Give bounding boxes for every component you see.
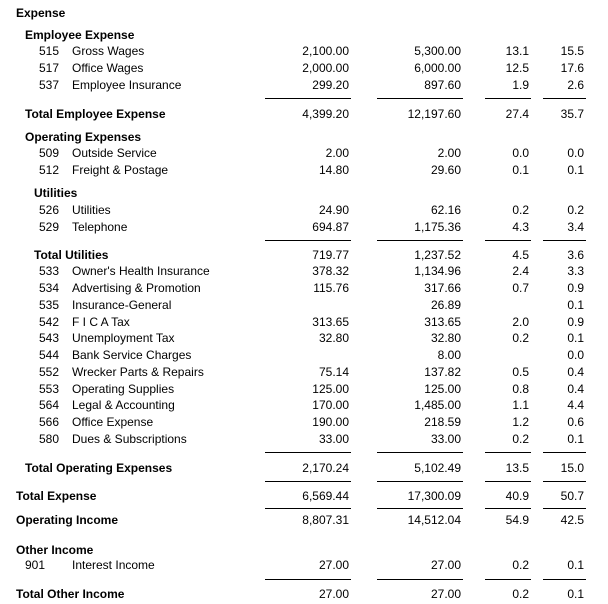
ytd-percent: 3.3 [567, 264, 584, 278]
account-code: 517 [39, 61, 60, 75]
current-amount: 27.00 [318, 587, 349, 601]
ytd-percent: 0.4 [567, 382, 584, 396]
account-description: Owner's Health Insurance [72, 264, 210, 278]
current-amount: 125.00 [312, 382, 349, 396]
current-percent: 0.0 [512, 146, 529, 160]
section-title: Utilities [34, 186, 78, 200]
account-code: 537 [39, 78, 60, 92]
current-amount: 378.32 [312, 264, 349, 278]
ytd-amount: 1,237.52 [414, 248, 461, 262]
subtotal-rule [485, 240, 531, 241]
account-code: 553 [39, 382, 60, 396]
ytd-percent: 0.1 [567, 298, 584, 312]
ytd-amount: 29.60 [430, 163, 461, 177]
ytd-amount: 1,175.36 [414, 220, 461, 234]
account-description: Freight & Postage [72, 163, 169, 177]
account-description: Office Wages [72, 61, 144, 75]
ytd-amount: 26.89 [430, 298, 461, 312]
report-header [0, 5, 608, 21]
subtotal-rule [485, 481, 531, 482]
subtotal-rule [543, 98, 586, 99]
ytd-percent: 0.4 [567, 365, 584, 379]
subtotal-rule [485, 452, 531, 453]
section-title: Employee Expense [25, 28, 135, 42]
subtotal-rule [265, 481, 351, 482]
ytd-amount: 1,485.00 [414, 398, 461, 412]
section-title-employee [0, 27, 608, 43]
ytd-amount: 27.00 [430, 587, 461, 601]
current-amount: 719.77 [312, 248, 349, 262]
account-code: 512 [39, 163, 60, 177]
ytd-amount: 2.00 [437, 146, 461, 160]
account-code: 564 [39, 398, 60, 412]
current-amount: 24.90 [318, 203, 349, 217]
ytd-percent: 50.7 [560, 489, 584, 503]
ytd-amount: 1,134.96 [414, 264, 461, 278]
section-title-operating [0, 129, 608, 145]
subtotal-rule [485, 508, 531, 509]
subtotal-rule [377, 452, 463, 453]
account-description: Bank Service Charges [72, 348, 192, 362]
ytd-amount: 8.00 [437, 348, 461, 362]
ytd-amount: 317.66 [424, 281, 461, 295]
account-description: Unemployment Tax [72, 331, 175, 345]
current-percent: 0.2 [512, 558, 529, 572]
table-row [0, 43, 608, 59]
account-description: Insurance-General [72, 298, 172, 312]
ytd-amount: 17,300.09 [407, 489, 461, 503]
account-code: 543 [39, 331, 60, 345]
current-amount: 75.14 [318, 365, 349, 379]
account-code: 542 [39, 315, 60, 329]
ytd-percent: 0.0 [567, 348, 584, 362]
account-description: F I C A Tax [72, 315, 130, 329]
ytd-amount: 32.80 [430, 331, 461, 345]
ytd-percent: 0.1 [567, 558, 584, 572]
account-description: Dues & Subscriptions [72, 432, 187, 446]
current-percent: 0.2 [512, 203, 529, 217]
account-description: Gross Wages [72, 44, 145, 58]
account-code: 535 [39, 298, 60, 312]
ytd-percent: 0.9 [567, 315, 584, 329]
current-percent: 2.0 [512, 315, 529, 329]
ytd-percent: 0.1 [567, 331, 584, 345]
current-percent: 0.2 [512, 432, 529, 446]
ytd-percent: 35.7 [560, 107, 584, 121]
account-code: 566 [39, 415, 60, 429]
current-percent: 1.9 [512, 78, 529, 92]
current-amount: 4,399.20 [302, 107, 349, 121]
current-percent: 0.5 [512, 365, 529, 379]
table-row [0, 77, 608, 93]
total-row-operating [0, 460, 608, 476]
current-percent: 4.3 [512, 220, 529, 234]
current-percent: 2.4 [512, 264, 529, 278]
subtotal-rule [543, 481, 586, 482]
total-label: Total Utilities [34, 248, 109, 262]
current-amount: 27.00 [318, 558, 349, 572]
section-title-utilities [0, 185, 608, 201]
ytd-amount: 14,512.04 [407, 513, 461, 527]
subtotal-rule [485, 579, 531, 580]
subtotal-rule [265, 579, 351, 580]
ytd-amount: 313.65 [424, 315, 461, 329]
total-expense-row [0, 488, 608, 504]
ytd-percent: 0.6 [567, 415, 584, 429]
table-row [0, 414, 608, 430]
subtotal-rule [377, 481, 463, 482]
section-title: Operating Expenses [25, 130, 142, 144]
subtotal-rule [377, 98, 463, 99]
current-percent: 12.5 [505, 61, 529, 75]
ytd-amount: 12,197.60 [407, 107, 461, 121]
table-row [0, 347, 608, 363]
current-amount: 32.80 [318, 331, 349, 345]
total-label: Total Operating Expenses [25, 461, 173, 475]
total-label: Total Employee Expense [25, 107, 166, 121]
current-amount: 2,100.00 [302, 44, 349, 58]
table-row [0, 263, 608, 279]
account-code: 509 [39, 146, 60, 160]
account-code: 544 [39, 348, 60, 362]
account-code: 901 [25, 558, 46, 572]
table-row [0, 557, 608, 573]
total-label: Operating Income [16, 513, 119, 527]
table-row [0, 145, 608, 161]
table-row [0, 381, 608, 397]
subtotal-rule [543, 508, 586, 509]
current-percent: 1.2 [512, 415, 529, 429]
account-code: 533 [39, 264, 60, 278]
ytd-percent: 15.5 [560, 44, 584, 58]
table-row [0, 364, 608, 380]
subtotal-rule [543, 240, 586, 241]
ytd-percent: 15.0 [560, 461, 584, 475]
current-percent: 0.1 [512, 163, 529, 177]
subtotal-rule [377, 579, 463, 580]
ytd-percent: 0.9 [567, 281, 584, 295]
subtotal-rule [543, 452, 586, 453]
current-amount: 33.00 [318, 432, 349, 446]
account-description: Advertising & Promotion [72, 281, 201, 295]
subtotal-rule [485, 98, 531, 99]
account-code: 580 [39, 432, 60, 446]
current-percent: 13.5 [505, 461, 529, 475]
ytd-amount: 897.60 [424, 78, 461, 92]
ytd-percent: 3.6 [567, 248, 584, 262]
table-row [0, 431, 608, 447]
current-percent: 27.4 [505, 107, 529, 121]
current-percent: 0.7 [512, 281, 529, 295]
table-row [0, 202, 608, 218]
ytd-percent: 17.6 [560, 61, 584, 75]
account-code: 529 [39, 220, 60, 234]
table-row [0, 60, 608, 76]
account-code: 534 [39, 281, 60, 295]
total-label: Total Other Income [16, 587, 125, 601]
expense-heading: Expense [16, 6, 66, 20]
ytd-amount: 5,102.49 [414, 461, 461, 475]
ytd-amount: 6,000.00 [414, 61, 461, 75]
ytd-percent: 0.1 [567, 587, 584, 601]
ytd-percent: 0.0 [567, 146, 584, 160]
account-description: Interest Income [72, 558, 155, 572]
ytd-percent: 0.1 [567, 432, 584, 446]
account-code: 515 [39, 44, 60, 58]
table-row [0, 397, 608, 413]
account-description: Telephone [72, 220, 128, 234]
ytd-amount: 137.82 [424, 365, 461, 379]
section-title-other-income [0, 542, 608, 558]
current-percent: 1.1 [512, 398, 529, 412]
section-title: Other Income [16, 543, 94, 557]
subtotal-rule [543, 579, 586, 580]
table-row [0, 162, 608, 178]
ytd-percent: 0.2 [567, 203, 584, 217]
current-amount: 14.80 [318, 163, 349, 177]
subtotal-rule [377, 240, 463, 241]
ytd-percent: 3.4 [567, 220, 584, 234]
table-row [0, 219, 608, 235]
ytd-percent: 4.4 [567, 398, 584, 412]
account-description: Office Expense [72, 415, 154, 429]
table-row [0, 314, 608, 330]
ytd-percent: 0.1 [567, 163, 584, 177]
account-description: Outside Service [72, 146, 157, 160]
total-row-utilities [0, 247, 608, 263]
account-code: 526 [39, 203, 60, 217]
current-amount: 2,000.00 [302, 61, 349, 75]
current-percent: 4.5 [512, 248, 529, 262]
current-percent: 54.9 [505, 513, 529, 527]
account-description: Operating Supplies [72, 382, 175, 396]
subtotal-rule [265, 452, 351, 453]
total-other-income-row [0, 586, 608, 602]
current-percent: 13.1 [505, 44, 529, 58]
ytd-amount: 218.59 [424, 415, 461, 429]
ytd-amount: 33.00 [430, 432, 461, 446]
table-row [0, 280, 608, 296]
current-amount: 2,170.24 [302, 461, 349, 475]
ytd-amount: 5,300.00 [414, 44, 461, 58]
current-amount: 299.20 [312, 78, 349, 92]
current-amount: 6,569.44 [302, 489, 349, 503]
subtotal-rule [377, 508, 463, 509]
current-amount: 313.65 [312, 315, 349, 329]
total-row-employee [0, 106, 608, 122]
current-amount: 190.00 [312, 415, 349, 429]
account-description: Utilities [72, 203, 111, 217]
table-row [0, 330, 608, 346]
current-amount: 170.00 [312, 398, 349, 412]
account-description: Employee Insurance [72, 78, 182, 92]
ytd-amount: 125.00 [424, 382, 461, 396]
total-label: Total Expense [16, 489, 97, 503]
current-amount: 8,807.31 [302, 513, 349, 527]
subtotal-rule [265, 98, 351, 99]
account-description: Legal & Accounting [72, 398, 175, 412]
current-amount: 694.87 [312, 220, 349, 234]
account-description: Wrecker Parts & Repairs [72, 365, 204, 379]
subtotal-rule [265, 508, 351, 509]
table-row [0, 297, 608, 313]
current-percent: 0.2 [512, 331, 529, 345]
ytd-percent: 42.5 [560, 513, 584, 527]
current-amount: 115.76 [313, 281, 349, 295]
ytd-percent: 2.6 [567, 78, 584, 92]
current-percent: 0.2 [512, 587, 529, 601]
account-code: 552 [39, 365, 60, 379]
current-percent: 0.8 [512, 382, 529, 396]
subtotal-rule [265, 240, 351, 241]
current-percent: 40.9 [505, 489, 529, 503]
ytd-amount: 62.16 [430, 203, 461, 217]
operating-income-row [0, 512, 608, 528]
current-amount: 2.00 [325, 146, 349, 160]
ytd-amount: 27.00 [430, 558, 461, 572]
